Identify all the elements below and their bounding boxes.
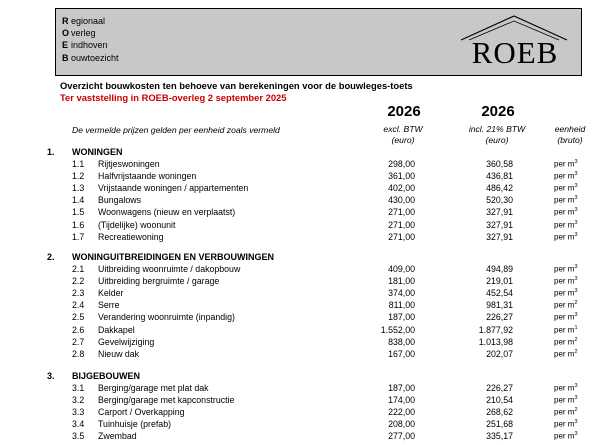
unit-exponent: 3 — [574, 195, 578, 202]
unit — [554, 183, 578, 193]
price-excl: 811,00 — [388, 300, 415, 311]
item-code: 2.1 — [72, 264, 85, 274]
table-row — [0, 264, 605, 277]
table-row — [0, 395, 605, 408]
item-code: 2.6 — [72, 324, 85, 335]
table-row — [0, 232, 605, 245]
item-name: Rijtjeswoningen — [98, 159, 160, 169]
document-subtitle: Ter vaststelling in ROEB-overleg 2 september 2025 — [60, 92, 287, 103]
item-code: 3.3 — [72, 407, 85, 418]
unit — [554, 325, 578, 335]
table-row — [0, 407, 605, 420]
item-code: 3.5 — [72, 431, 85, 442]
unit — [554, 337, 578, 347]
unit — [554, 312, 578, 322]
table-row — [0, 431, 605, 444]
item-name: Dakkapel — [98, 324, 135, 335]
excl-unit: (euro) — [391, 135, 415, 145]
table-row — [0, 276, 605, 289]
unit — [554, 419, 578, 429]
item-name: Uitbreiding bergruimte / garage — [98, 276, 220, 287]
acronym-row — [62, 39, 119, 51]
price-excl: 838,00 — [388, 336, 415, 347]
unit-exponent: 3 — [574, 207, 578, 214]
unit-sub: (bruto) — [557, 135, 583, 145]
acronym-word: indhoven — [71, 40, 108, 51]
item-name: Berging/garage met kapconstructie — [98, 395, 235, 406]
acronym-letter: E — [62, 40, 69, 51]
item-name: Kelder — [98, 288, 124, 299]
unit-text: per m — [554, 288, 575, 298]
unit-exponent: 3 — [574, 264, 578, 270]
item-name: Carport / Overkapping — [98, 407, 185, 418]
item-name: Vrijstaande woningen / appartementen — [98, 183, 249, 194]
letterhead — [55, 8, 582, 76]
price-excl: 187,00 — [388, 383, 415, 393]
unit — [554, 395, 578, 405]
price-incl: 335,17 — [486, 431, 513, 442]
unit-text: per m — [554, 395, 575, 405]
item-name: Bungalows — [98, 195, 142, 206]
price-incl: 436,81 — [486, 171, 513, 182]
item-name: Woonwagens (nieuw en verplaatst) — [98, 207, 236, 218]
item-code: 2.7 — [72, 336, 85, 347]
unit-exponent: 3 — [574, 183, 578, 190]
item-name: Berging/garage met plat dak — [98, 383, 209, 393]
price-incl: 981,31 — [486, 300, 513, 311]
price-excl: 271,00 — [388, 207, 415, 218]
unit — [554, 264, 578, 274]
item-name: Recreatiewoning — [98, 231, 164, 242]
price-incl: 226,27 — [486, 383, 513, 393]
item-code: 1.1 — [72, 159, 85, 169]
year-incl: 2026 — [481, 103, 515, 120]
price-excl: 271,00 — [388, 219, 415, 230]
price-excl: 361,00 — [388, 171, 415, 182]
price-excl: 208,00 — [388, 419, 415, 430]
item-code: 1.5 — [72, 207, 85, 218]
acronym-word: egionaal — [71, 16, 106, 26]
item-code: 2.2 — [72, 276, 85, 287]
table-row — [0, 288, 605, 301]
unit-text: per m — [554, 183, 575, 193]
unit-exponent: 3 — [574, 395, 578, 402]
price-incl: 210,54 — [486, 395, 513, 406]
unit-text: per m — [554, 276, 575, 286]
section-number: 1. — [47, 147, 55, 157]
unit — [554, 171, 578, 181]
unit-text: per m — [554, 159, 575, 169]
item-name: Nieuw dak — [98, 348, 140, 359]
item-code: 1.6 — [72, 219, 85, 230]
unit-exponent: 2 — [574, 348, 578, 355]
unit-text: per m — [554, 195, 575, 205]
logo-text: ROEB — [471, 35, 559, 70]
acronym-block — [62, 15, 119, 64]
unit-exponent: 2 — [574, 300, 578, 307]
acronym-letter: O — [62, 28, 70, 39]
unit-exponent: 3 — [574, 431, 578, 438]
price-excl: 1.552,00 — [380, 324, 415, 335]
price-excl: 277,00 — [388, 431, 415, 442]
item-code: 3.4 — [72, 419, 85, 430]
price-incl: 327,91 — [486, 231, 513, 242]
item-code: 2.4 — [72, 300, 85, 311]
price-incl: 360,58 — [486, 159, 513, 169]
incl-label: incl. 21% BTW — [468, 124, 526, 134]
unit-text: per m — [554, 171, 575, 181]
unit-text: per m — [554, 337, 575, 347]
price-incl: 486,42 — [486, 183, 513, 194]
incl-unit: (euro) — [485, 135, 509, 145]
section-number: 3. — [47, 371, 55, 381]
unit-exponent: 3 — [574, 383, 578, 389]
item-code: 3.2 — [72, 395, 85, 406]
unit-exponent: 3 — [574, 159, 578, 165]
item-name: Uitbreiding woonruimte / dakopbouw — [98, 264, 241, 274]
item-name: Gevelwijziging — [98, 336, 155, 347]
price-incl: 202,07 — [486, 348, 513, 359]
unit-exponent: 2 — [574, 336, 578, 343]
price-excl: 409,00 — [388, 264, 415, 274]
table-row — [0, 220, 605, 233]
table-row — [0, 325, 605, 338]
price-incl: 494,89 — [486, 264, 513, 274]
unit-text: per m — [554, 220, 575, 230]
unit-label: eenheid — [554, 124, 586, 134]
table-row — [0, 349, 605, 362]
acronym-word: ouwtoezicht — [71, 52, 119, 63]
price-incl: 327,91 — [486, 219, 513, 230]
item-code: 1.4 — [72, 195, 85, 206]
table-row — [0, 337, 605, 350]
price-incl: 327,91 — [486, 207, 513, 218]
unit — [554, 407, 578, 417]
unit-text: per m — [554, 264, 575, 274]
price-incl: 251,68 — [486, 419, 513, 430]
acronym-letter: B — [62, 52, 69, 63]
section-title: BIJGEBOUWEN — [72, 371, 141, 381]
price-excl: 374,00 — [388, 288, 415, 299]
table-row — [0, 171, 605, 184]
unit-exponent: 3 — [574, 312, 578, 319]
unit — [554, 159, 578, 169]
unit — [554, 195, 578, 205]
unit-text: per m — [554, 232, 575, 242]
price-excl: 167,00 — [388, 348, 415, 359]
unit-text: per m — [554, 383, 575, 393]
unit-exponent: 3 — [574, 219, 578, 226]
price-incl: 520,30 — [486, 195, 513, 206]
item-name: Zwembad — [98, 431, 137, 442]
table-row — [0, 312, 605, 325]
item-code: 2.5 — [72, 312, 85, 323]
item-code: 1.7 — [72, 231, 85, 242]
item-name: (Tijdelijke) woonunit — [98, 219, 176, 230]
unit-text: per m — [554, 432, 575, 442]
table-row — [0, 207, 605, 220]
price-excl: 222,00 — [388, 407, 415, 418]
unit-text: per m — [554, 325, 575, 335]
unit — [554, 207, 578, 217]
unit-text: per m — [554, 407, 575, 417]
document-title: Overzicht bouwkosten ten behoeve van berekeningen voor de bouwleges-toets — [60, 80, 413, 91]
price-excl: 430,00 — [388, 195, 415, 206]
unit-exponent: 3 — [574, 231, 578, 238]
unit — [554, 431, 578, 441]
unit-exponent: 1 — [574, 324, 578, 331]
unit-text: per m — [554, 208, 575, 218]
unit — [554, 232, 578, 242]
item-code: 2.8 — [72, 348, 85, 359]
section-title: WONINGEN — [72, 147, 123, 157]
unit — [554, 383, 578, 393]
year-excl: 2026 — [387, 103, 421, 120]
acronym-row — [62, 52, 119, 64]
acronym-row — [62, 15, 119, 27]
price-incl: 452,54 — [486, 288, 513, 299]
unit-exponent: 3 — [574, 171, 578, 178]
unit-exponent: 3 — [574, 419, 578, 426]
unit-text: per m — [554, 300, 575, 310]
unit-text: per m — [554, 349, 575, 359]
table-row — [0, 383, 605, 396]
item-code: 2.3 — [72, 288, 85, 299]
unit-exponent: 2 — [574, 407, 578, 414]
item-name: Serre — [98, 300, 120, 311]
price-incl: 1.877,92 — [478, 324, 513, 335]
unit — [554, 300, 578, 310]
unit — [554, 288, 578, 298]
acronym-letter: R — [62, 16, 69, 26]
section-number: 2. — [47, 252, 55, 262]
acronym-word: verleg — [71, 28, 96, 39]
price-excl: 187,00 — [388, 312, 415, 323]
price-excl: 181,00 — [388, 276, 415, 287]
price-incl: 268,62 — [486, 407, 513, 418]
unit — [554, 220, 578, 230]
unit-text: per m — [554, 313, 575, 323]
table-row — [0, 300, 605, 313]
price-excl: 174,00 — [388, 395, 415, 406]
intro-note: De vermelde prijzen gelden per eenheid zoals vermeld — [72, 125, 280, 135]
section-title: WONINGUITBREIDINGEN EN VERBOUWINGEN — [72, 252, 275, 262]
table-row — [0, 195, 605, 208]
item-name: Halfvrijstaande woningen — [98, 171, 197, 182]
acronym-row — [62, 27, 119, 39]
price-excl: 298,00 — [388, 159, 415, 169]
unit-exponent: 3 — [574, 288, 578, 295]
item-code: 3.1 — [72, 383, 85, 393]
item-name: Verandering woonruimte (inpandig) — [98, 312, 235, 323]
item-code: 1.2 — [72, 171, 85, 182]
price-incl: 219,01 — [486, 276, 513, 287]
price-excl: 271,00 — [388, 231, 415, 242]
unit-exponent: 3 — [574, 276, 578, 283]
excl-label: excl. BTW — [383, 124, 423, 134]
table-row — [0, 159, 605, 172]
roeb-logo — [457, 13, 571, 73]
table-row — [0, 419, 605, 432]
price-incl: 1.013,98 — [478, 336, 513, 347]
item-name: Tuinhuisje (prefab) — [98, 419, 172, 430]
item-code: 1.3 — [72, 183, 85, 194]
unit — [554, 349, 578, 359]
price-incl: 226,27 — [486, 312, 513, 323]
unit — [554, 276, 578, 286]
price-excl: 402,00 — [388, 183, 415, 194]
table-row — [0, 183, 605, 196]
unit-text: per m — [554, 419, 575, 429]
